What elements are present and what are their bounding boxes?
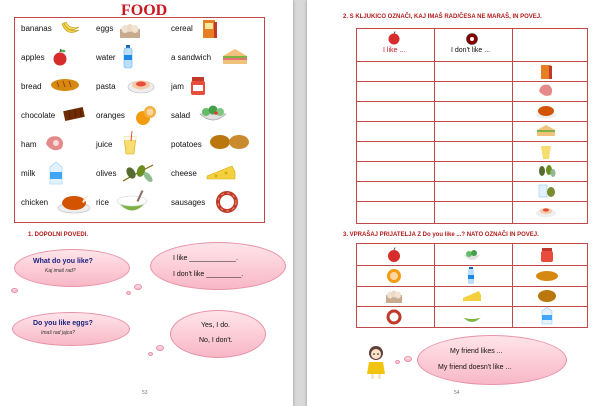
answer-line-dont-like: I don't like _________. [173,271,244,278]
answer-line-like: I like ____________. [173,255,238,262]
left-page [0,0,293,406]
cereal-icon [201,19,219,39]
right-page [307,0,600,406]
olives-icon [121,161,155,185]
word-chocolate: chocolate [21,111,56,120]
word-eggs: eggs [96,24,114,33]
apple-icon [387,247,401,263]
speech-bubble-eggs [12,312,130,346]
rice-icon [461,308,483,326]
word-rice: rice [96,198,109,207]
cloud-puff [134,284,142,290]
potato-icon [537,289,557,303]
word-bread: bread [21,82,42,91]
apple-icon [51,48,69,66]
word-apples: apples [21,53,45,62]
eggs-question-translation: Imaš rad jajca? [41,330,75,336]
word-cheese: cheese [171,169,197,178]
salad-icon [463,247,481,263]
eggs-question-text: Do you like eggs? [33,320,93,327]
word-bananas: bananas [21,24,52,33]
banana-icon [59,20,81,38]
word-salad: salad [171,111,191,120]
pasta-icon [535,203,557,219]
cloud-puff [395,360,400,364]
speech-bubble-question [14,249,130,287]
friend-doesnt-like-text: My friend doesn't like ... [438,364,512,371]
col-header-like: I like ... [383,47,406,54]
jam-icon [190,76,206,96]
dislike-apple-icon [464,31,480,45]
milk-icon [47,161,65,185]
bread-icon [50,78,80,92]
thought-cloud-friend [417,335,567,385]
likes-table [356,28,588,224]
question-text: What do you like? [33,258,93,265]
word-milk: milk [21,169,36,178]
cereal-icon [539,64,553,80]
water-bottle-icon [123,45,133,69]
cheese-icon [462,289,482,303]
milk-olive-icon [535,184,557,198]
page-number-left: 53 [142,390,148,396]
sausages-icon [385,308,403,326]
word-pasta: pasta [96,82,116,91]
salad-icon [198,104,228,124]
girl-character-icon [363,344,389,380]
word-potatoes: potatoes [171,140,202,149]
sandwich-icon [221,47,249,67]
chicken-icon [57,192,91,214]
page-number-right: 54 [454,390,460,396]
cloud-puff [156,345,164,351]
answer-no: No, I don't. [199,337,233,344]
cloud-puff [126,291,131,295]
word-jam: jam [171,82,184,91]
word-olives: olives [96,169,117,178]
answer-yes: Yes, I do. [201,322,230,329]
eggs-icon [385,288,403,304]
rice-icon [115,190,149,216]
thought-cloud-yes-no [170,310,266,358]
friend-likes-text: My friend likes ... [450,348,503,355]
potato-icon [209,134,251,150]
exercise3-heading: 3. VPRAŠAJ PRIJATELJA Z Do you like ...? NATO OZNAČI IN POVEJ. [343,232,539,238]
word-oranges: oranges [96,111,125,120]
word-water: water [96,53,116,62]
pasta-icon [127,75,155,95]
word-sausages: sausages [171,198,206,207]
word-ham: ham [21,140,37,149]
friend-table [356,243,588,328]
water-bottle-icon [467,267,475,285]
bubble-tail [11,288,18,293]
page-title: FOOD [121,2,168,19]
exercise2-heading: 2. S KLJUKICO OZNAČI, KAJ IMAŠ RAD/ČESA NE MARAŠ, IN POVEJ. [343,14,542,20]
orange-icon [386,268,402,284]
juice-icon [122,131,138,155]
cloud-puff [404,356,412,362]
sausages-icon [215,190,239,214]
question-translation: Kaj imaš rad? [45,268,76,274]
word-cereal: cereal [171,24,193,33]
exercise1-heading: 1. DOPOLNI POVEDI. [28,232,89,238]
like-apple-icon [387,31,401,45]
eggs-icon [119,21,141,39]
milk-icon [541,307,553,325]
ham-icon [43,133,67,153]
olives-icon [535,162,557,180]
juice-icon [540,142,552,160]
chicken-icon [535,103,557,119]
word-chicken: chicken [21,198,49,207]
cloud-puff [148,352,153,356]
word-a-sandwich: a sandwich [171,53,212,62]
sandwich-icon [535,123,557,139]
orange-icon [135,104,157,126]
bread-icon [535,269,559,283]
jam-icon [540,247,554,263]
chocolate-icon [63,106,85,122]
ham-icon [537,83,555,99]
col-header-dont-like: I don't like ... [451,47,491,54]
thought-cloud-answers [150,242,286,290]
food-vocabulary-grid [14,17,265,223]
word-juice: juice [96,140,113,149]
cheese-icon [206,164,236,182]
